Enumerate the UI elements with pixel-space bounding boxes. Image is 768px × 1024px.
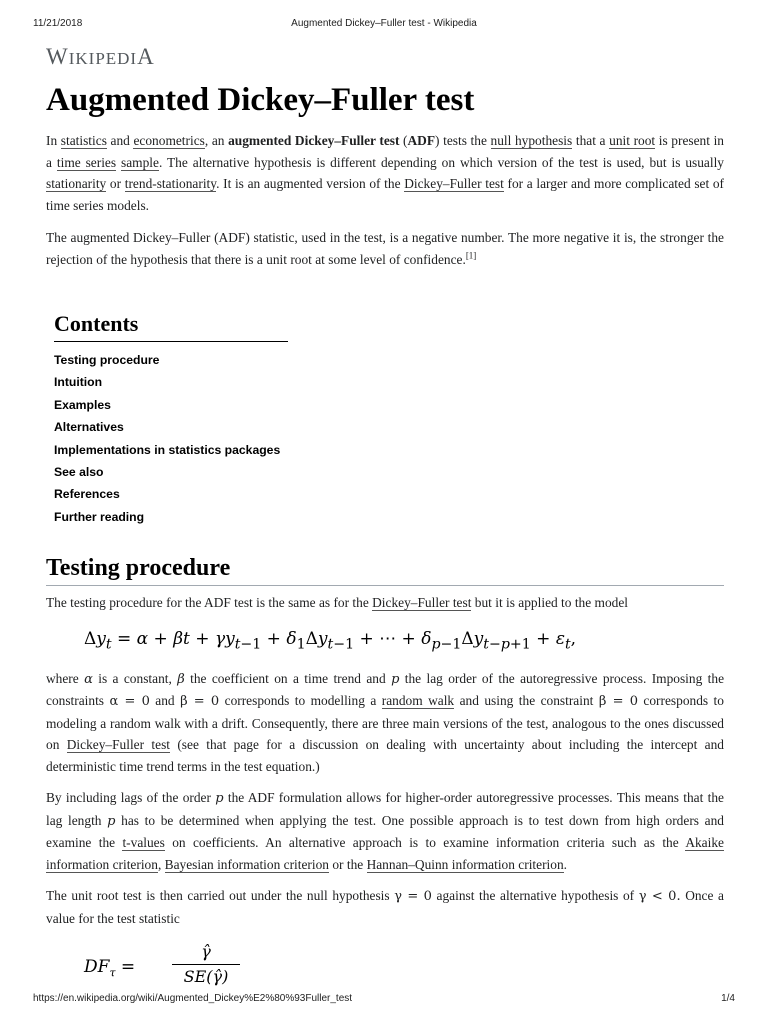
link-random-walk[interactable]: random walk <box>381 693 455 708</box>
link-dickey-fuller-test-3[interactable]: Dickey–Fuller test <box>66 737 171 752</box>
link-unit-root[interactable]: unit root <box>609 133 656 148</box>
section-body <box>46 592 724 993</box>
toc-title: Contents <box>54 311 288 342</box>
link-trend-stationarity[interactable]: trend-stationarity <box>124 176 217 191</box>
section-paragraph-3: By including lags of the order p the ADF formulation allows for higher-order autoregressive processes. This means that the lag length p has to be determined when applying the test. One possible approach is to test down from high orders and examine the t-values on coefficients. An alternative approach is to examine information criteria such as the Akaike information criterion, Bayesian information criterion or the Hannan–Quinn information criterion. <box>46 790 724 872</box>
link-econometrics[interactable]: econometrics <box>133 133 205 148</box>
intro-paragraph-2: The augmented Dickey–Fuller (ADF) statistic, used in the test, is a negative number. The more negative it is, the stronger the rejection of the hypothesis that there is a unit root at some level of confidence.[1] <box>46 230 724 267</box>
print-footer <box>0 993 768 1007</box>
section-paragraph-1: The testing procedure for the ADF test is the same as for the Dickey–Fuller test but it is applied to the model <box>46 595 628 610</box>
link-dickey-fuller-test[interactable]: Dickey–Fuller test <box>404 176 504 191</box>
intro-paragraph-1: In statistics and econometrics, an augmented Dickey–Fuller test (ADF) tests the null hypothesis that a unit root is present in a time series sample. The alternative hypothesis is different depending on which version of the test is used, but is usually stationarity or trend-stationarity. It is an augmented version of the Dickey–Fuller test for a larger and more complicated set of time series models. <box>46 133 725 213</box>
print-header <box>0 18 768 32</box>
link-hannan-quinn-information-criterion[interactable]: Hannan–Quinn information criterion <box>366 856 564 872</box>
print-page-number: 1/4 <box>721 993 735 1004</box>
link-null-hypothesis[interactable]: null hypothesis <box>490 133 573 148</box>
print-url: https://en.wikipedia.org/wiki/Augmented_Dickey%E2%80%93Fuller_test <box>33 993 353 1004</box>
test-statistic-equation: $DF_\tau$ = γ̂ SE(γ̂) <box>84 941 724 993</box>
wikipedia-wordmark[interactable]: WIKIPEDIA <box>46 44 155 69</box>
toc-item-intuition[interactable]: Intuition <box>54 375 103 390</box>
toc-list <box>54 349 314 528</box>
link-t-values[interactable]: t-values <box>122 835 165 850</box>
toc-item-see-also[interactable]: See also <box>54 464 104 479</box>
link-akaike-information-criterion[interactable]: Akaike information criterion <box>46 835 724 872</box>
page-title: Augmented Dickey–Fuller test <box>46 82 475 118</box>
section-paragraph-2: where α is a constant, β the coefficient on a time trend and p the lag order of the autoregressive process. Imposing the constraints α = 0 and β = 0 corresponds to modelling a random walk and using the constraint β = 0 corresponds to modeling a random walk with a drift. Consequently, there are three main versions of the test, analogous to the ones discussed on Dickey–Fuller test (see that page for a discussion on dealing with uncertainty about including the intercept and deterministic time trend terms in the test equation.) <box>46 670 725 774</box>
article-intro <box>46 130 724 281</box>
toc-item-further-reading[interactable]: Further reading <box>54 509 145 524</box>
toc-item-references[interactable]: References <box>54 487 120 502</box>
link-stationarity[interactable]: stationarity <box>46 176 107 191</box>
section-title-testing-procedure: Testing procedure <box>46 555 724 586</box>
toc-item-alternatives[interactable]: Alternatives <box>54 420 124 435</box>
adf-model-equation: $\Delta y_t = \alpha + \beta t + \gamma y_{t-1} + \delta_1\Delta y_{t-1}$ + ⋯ + $\delta_{p-1}\Delta y_{t-p+1} + \varepsilon_t$, <box>84 628 577 652</box>
section-paragraph-4: The unit root test is then carried out under the null hypothesis γ = 0 against the alternative hypothesis of γ < 0. Once a value for the test statistic <box>46 888 724 926</box>
toc-item-examples[interactable]: Examples <box>54 397 111 412</box>
table-of-contents <box>54 311 314 528</box>
link-dickey-fuller-test-2[interactable]: Dickey–Fuller test <box>372 595 472 610</box>
toc-item-testing-procedure[interactable]: Testing procedure <box>54 353 160 367</box>
print-date: 11/21/2018 <box>33 18 83 29</box>
toc-item-implementations[interactable]: Implementations in statistics packages <box>54 442 281 457</box>
reference-1[interactable]: [1] <box>465 250 477 261</box>
link-bayesian-information-criterion[interactable]: Bayesian information criterion <box>164 856 329 872</box>
link-sample[interactable]: sample <box>121 154 159 170</box>
link-time-series[interactable]: time series <box>56 154 117 170</box>
link-statistics[interactable]: statistics <box>60 133 107 148</box>
print-page-title: Augmented Dickey–Fuller test - Wikipedia <box>291 18 477 29</box>
